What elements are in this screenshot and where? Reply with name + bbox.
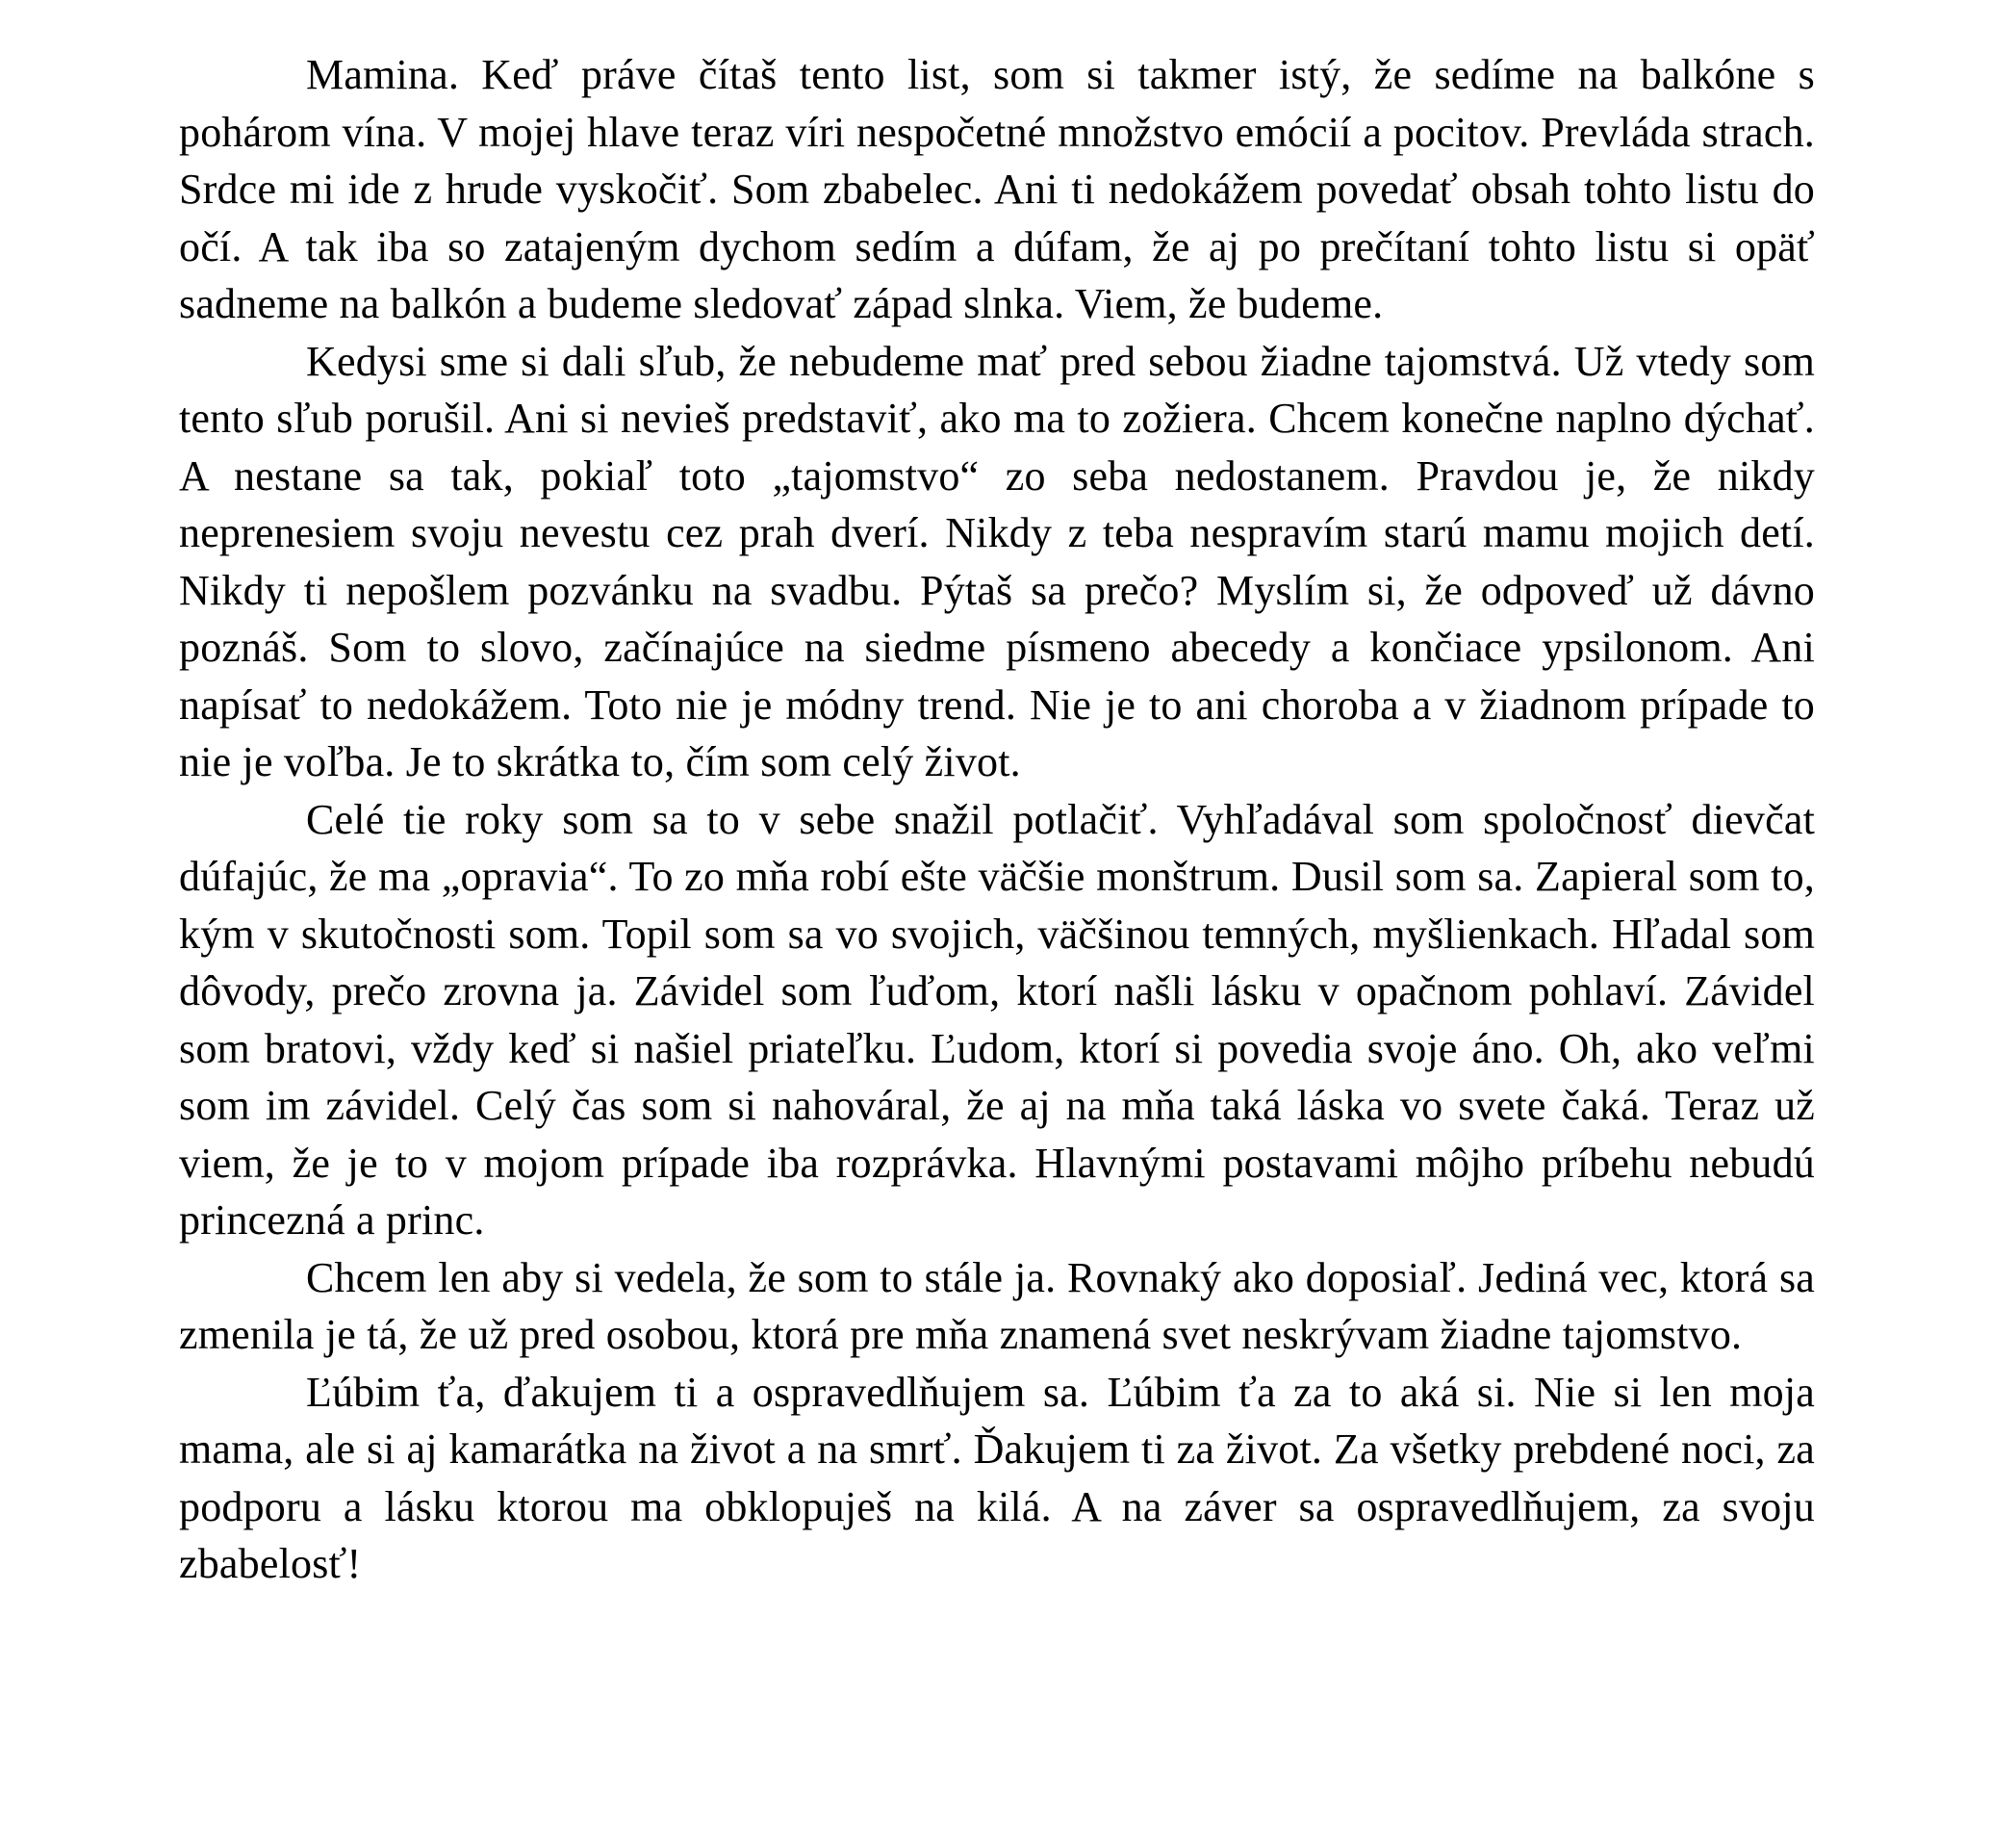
paragraph-5: Ľúbim ťa, ďakujem ti a ospravedlňujem sa. Ľúbim ťa za to aká si. Nie si len moja mama, ale si aj kamarátka na život a na smrť. Ďakujem ti za život. Za všetky prebdené noci, za podporu a lásku ktorou ma obklopuješ na kilá. A na záver sa ospravedlňujem, za svoju zbabelosť! bbox=[179, 1368, 1815, 1587]
letter-body bbox=[179, 46, 1815, 1593]
paragraph-2: Kedysi sme si dali sľub, že nebudeme mať pred sebou žiadne tajomstvá. Už vtedy som tento sľub porušil. Ani si nevieš predstaviť, ako ma to zožiera. Chcem konečne naplno dýchať. A nestane sa tak, pokiaľ toto „tajomstvo“ zo seba nedostanem. Pravdou je, že nikdy neprenesiem svoju nevestu cez prah dverí. Nikdy z teba nespravím starú mamu mojich detí. Nikdy ti nepošlem pozvánku na svadbu. Pýtaš sa prečo? Myslím si, že odpoveď už dávno poznáš. Som to slovo, začínajúce na siedme písmeno abecedy a končiace ypsilonom. Ani napísať to nedokážem. Toto nie je módny trend. Nie je to ani choroba a v žiadnom prípade to nie je voľba. Je to skrátka to, čím som celý život. bbox=[179, 337, 1815, 785]
paragraph-3: Celé tie roky som sa to v sebe snažil potlačiť. Vyhľadával som spoločnosť dievčat dúfajúc, že ma „opravia“. To zo mňa robí ešte väčšie monštrum. Dusil som sa. Zapieral som to, kým v skutočnosti som. Topil som sa vo svojich, väčšinou temných, myšlienkach. Hľadal som dôvody, prečo zrovna ja. Závidel som ľuďom, ktorí našli lásku v opačnom pohlaví. Závidel som bratovi, vždy keď si našiel priateľku. Ľudom, ktorí si povedia svoje áno. Oh, ako veľmi som im závidel. Celý čas som si nahováral, že aj na mňa taká láska vo svete čaká. Teraz už viem, že je to v mojom prípade iba rozprávka. Hlavnými postavami môjho príbehu nebudú princezná a princ. bbox=[179, 795, 1815, 1244]
paragraph-1: Mamina. Keď práve čítaš tento list, som si takmer istý, že sedíme na balkóne s pohárom vína. V mojej hlave teraz víri nespočetné množstvo emócií a pocitov. Prevláda strach. Srdce mi ide z hrude vyskočiť. Som zbabelec. Ani ti nedokážem povedať obsah tohto listu do očí. A tak iba so zatajeným dychom sedím a dúfam, že aj po prečítaní tohto listu si opäť sadneme na balkón a budeme sledovať západ slnka. Viem, že budeme. bbox=[179, 51, 1815, 327]
paragraph-4: Chcem len aby si vedela, že som to stále ja. Rovnaký ako doposiaľ. Jediná vec, ktorá sa zmenila je tá, že už pred osobou, ktorá pre mňa znamená svet neskrývam žiadne tajomstvo. bbox=[179, 1253, 1815, 1358]
